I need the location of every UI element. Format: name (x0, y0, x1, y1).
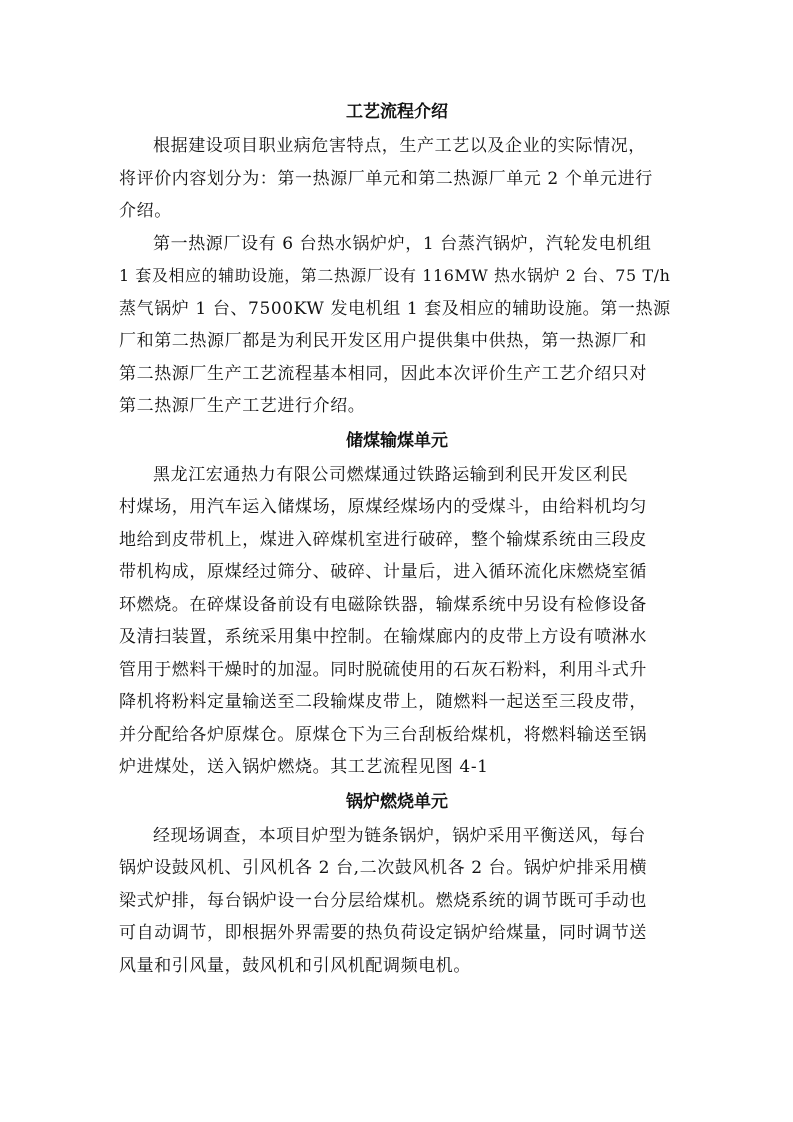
text-line: 降机将粉料定量输送至二段输煤皮带上，随燃料一起送至三段皮带， (119, 692, 647, 712)
text-line: 带机构成，原煤经过筛分、破碎、计量后，进入循环流化床燃烧室循 (119, 562, 647, 582)
text-line: 管用于燃料干燥时的加湿。同时脱硫使用的石灰石粉料，利用斗式升 (119, 659, 647, 680)
text-line: 梁式炉排，每台锅炉设一台分层给煤机。燃烧系统的调节既可手动也 (119, 890, 647, 911)
section-heading-boiler-combustion: 锅炉燃烧单元 (346, 791, 448, 812)
text-line: 风量和引风量，鼓风机和引风机配调频电机。 (119, 955, 471, 976)
text-line: 第二热源厂生产工艺进行介绍。 (119, 396, 366, 416)
text-line: 根据建设项目职业病危害特点，生产工艺以及企业的实际情况， (153, 136, 646, 156)
text-line: 第一热源厂设有 6 台热水锅炉炉，1 台蒸汽锅炉，汽轮发电机组 (153, 233, 652, 254)
paragraph (119, 228, 675, 423)
text-line: 村煤场，用汽车运入储煤场，原煤经煤场内的受煤斗，由给料机均匀 (119, 497, 647, 517)
text-line: 1 套及相应的辅助设施，第二热源厂设有 116MW 热水锅炉 2 台、75 T/h (119, 266, 671, 285)
text-line: 地给到皮带机上，煤进入碎煤机室进行破碎，整个输煤系统由三段皮 (119, 529, 647, 550)
text-line: 将评价内容划分为：第一热源厂单元和第二热源厂单元 2 个单元进行 (119, 168, 653, 189)
paragraph (119, 130, 675, 228)
document-page (119, 94, 675, 982)
text-line: 蒸气锅炉 1 台、7500KW 发电机组 1 套及相应的辅助设施。第一热源 (119, 298, 671, 319)
text-line: 炉进煤处，送入锅炉燃烧。其工艺流程见图 4-1 (119, 757, 489, 777)
text-line: 并分配给各炉原煤仓。原煤仓下为三台刮板给煤机，将燃料输送至锅 (119, 724, 647, 745)
text-line: 可自动调节，即根据外界需要的热负荷设定锅炉给煤量，同时调节送 (119, 923, 647, 943)
text-line: 锅炉设鼓风机、引风机各 2 台,二次鼓风机各 2 台。锅炉炉排采用横 (119, 858, 648, 878)
text-line: 黑龙江宏通热力有限公司燃煤通过铁路运输到利民开发区利民 (153, 464, 629, 485)
text-line: 经现场调查，本项目炉型为链条锅炉，锅炉采用平衡送风，每台 (153, 825, 646, 846)
paragraph (119, 820, 675, 983)
section-heading-coal-storage: 储煤输煤单元 (346, 430, 448, 451)
text-line: 厂和第二热源厂都是为利民开发区用户提供集中供热，第一热源厂和 (119, 331, 647, 351)
text-line: 环燃烧。在碎煤设备前设有电磁除铁器，输煤系统中另设有检修设备 (119, 594, 647, 615)
text-line: 介绍。 (119, 201, 172, 221)
paragraph (119, 459, 675, 784)
text-line: 及清扫装置，系统采用集中控制。在输煤廊内的皮带上方设有喷淋水 (119, 627, 647, 647)
text-line: 第二热源厂生产工艺流程基本相同，因此本次评价生产工艺介绍只对 (119, 363, 647, 384)
section-heading-process-intro: 工艺流程介绍 (346, 102, 448, 122)
